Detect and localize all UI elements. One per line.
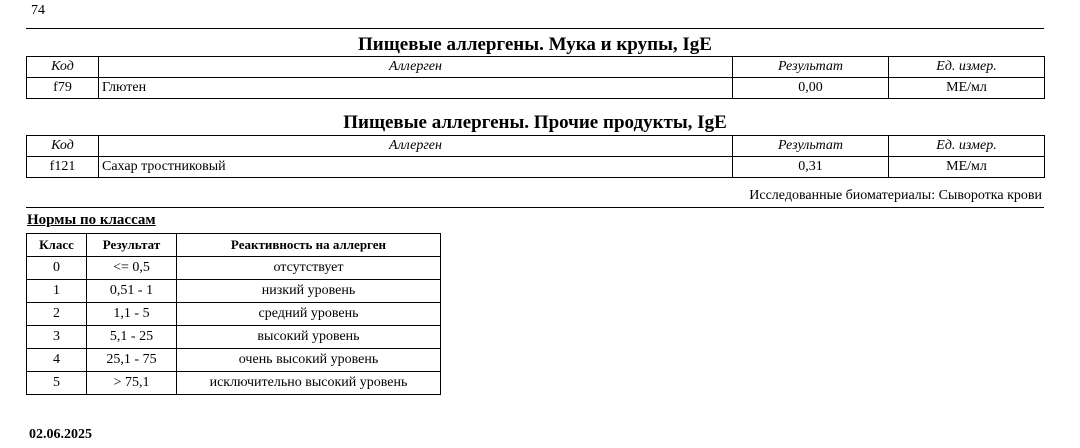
bottom-divider [26,207,1044,208]
allergen-name: Глютен [99,78,733,99]
norm-class: 1 [27,280,87,303]
norms-header-row [27,234,441,257]
norm-class: 4 [27,349,87,372]
allergen-name: Сахар тростниковый [99,157,733,178]
allergen-code: f121 [27,157,99,178]
norm-reactivity: низкий уровень [177,280,441,303]
top-divider [26,28,1044,29]
table-row [27,78,1045,99]
allergen-unit: МЕ/мл [889,157,1045,178]
allergen-result: 0,31 [733,157,889,178]
section-title-other: Пищевые аллергены. Прочие продукты, IgE [343,112,727,133]
table-row [27,372,441,395]
norm-result: 5,1 - 25 [87,326,177,349]
norm-result: 0,51 - 1 [87,280,177,303]
norm-reactivity: средний уровень [177,303,441,326]
norm-class: 2 [27,303,87,326]
header-unit: Ед. измер. [889,57,1045,78]
norms-table [26,233,441,395]
norm-class: 3 [27,326,87,349]
norm-class: 0 [27,257,87,280]
header-unit: Ед. измер. [889,136,1045,157]
table-row [27,349,441,372]
header-allergen: Аллерген [99,57,733,78]
header-code: Код [27,136,99,157]
norm-result: 25,1 - 75 [87,349,177,372]
norms-title: Нормы по классам [27,212,156,228]
table-header-row [27,136,1045,157]
header-result: Результат [733,57,889,78]
norm-reactivity: очень высокий уровень [177,349,441,372]
norm-result: > 75,1 [87,372,177,395]
norm-result: 1,1 - 5 [87,303,177,326]
header-result: Результат [733,136,889,157]
norm-reactivity: отсутствует [177,257,441,280]
biomaterial-note: Исследованные биоматериалы: Сыворотка крови [749,188,1042,203]
norm-reactivity: исключительно высокий уровень [177,372,441,395]
allergen-result: 0,00 [733,78,889,99]
norms-header-class: Класс [27,234,87,257]
allergen-unit: МЕ/мл [889,78,1045,99]
norm-reactivity: высокий уровень [177,326,441,349]
table-row [27,157,1045,178]
table-row [27,326,441,349]
table-row [27,280,441,303]
norm-class: 5 [27,372,87,395]
results-table-other [26,135,1045,178]
header-allergen: Аллерген [99,136,733,157]
report-date: 02.06.2025 [29,427,92,442]
norms-header-reactivity: Реактивность на аллерген [177,234,441,257]
results-table-flour [26,56,1045,99]
norm-result: <= 0,5 [87,257,177,280]
norms-header-result: Результат [87,234,177,257]
allergen-code: f79 [27,78,99,99]
table-row [27,257,441,280]
header-code: Код [27,57,99,78]
section-title-flour: Пищевые аллергены. Мука и крупы, IgE [358,34,712,55]
page-number: 74 [31,3,45,18]
table-header-row [27,57,1045,78]
table-row [27,303,441,326]
